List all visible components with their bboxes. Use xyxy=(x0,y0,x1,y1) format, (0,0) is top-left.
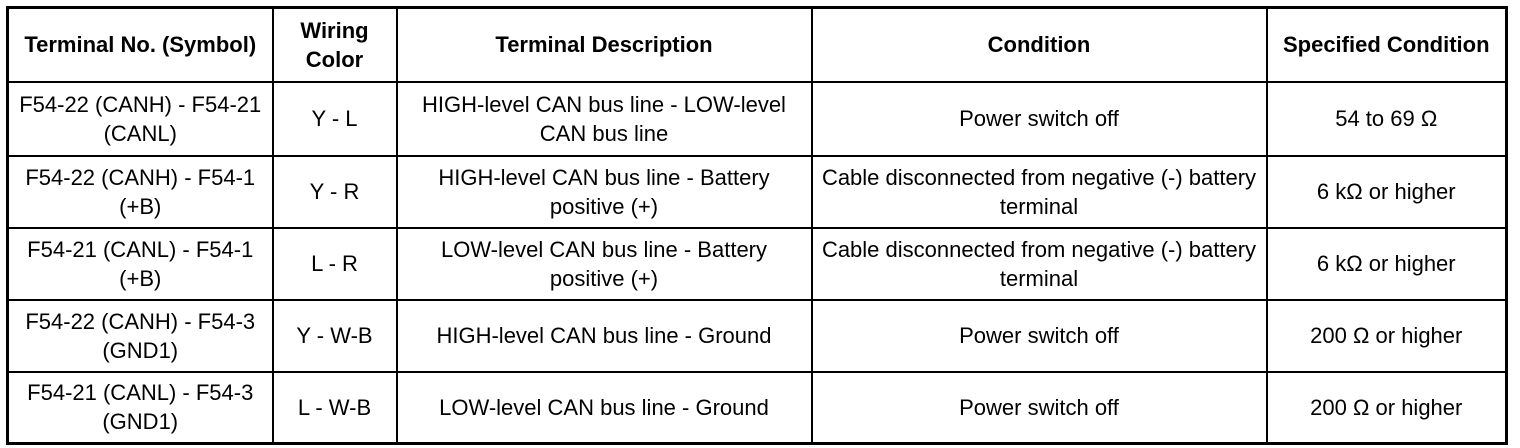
cell-wiring-color: L - W-B xyxy=(273,372,397,444)
cell-condition: Power switch off xyxy=(812,300,1267,372)
terminal-spec-table xyxy=(6,6,1508,445)
cell-wiring-color: Y - W-B xyxy=(273,300,397,372)
table-row xyxy=(8,300,1507,372)
cell-terminal: F54-22 (CANH) - F54-21 (CANL) xyxy=(8,82,273,156)
cell-condition: Cable disconnected from negative (-) battery terminal xyxy=(812,156,1267,228)
cell-description: LOW-level CAN bus line - Battery positive (+) xyxy=(397,228,812,300)
cell-condition: Power switch off xyxy=(812,82,1267,156)
header-condition: Condition xyxy=(812,8,1267,82)
table-row xyxy=(8,372,1507,444)
cell-specified: 6 kΩ or higher xyxy=(1267,156,1507,228)
table-header xyxy=(8,8,1507,82)
cell-condition: Cable disconnected from negative (-) battery terminal xyxy=(812,228,1267,300)
cell-terminal: F54-22 (CANH) - F54-1 (+B) xyxy=(8,156,273,228)
header-row xyxy=(8,8,1507,82)
cell-wiring-color: L - R xyxy=(273,228,397,300)
cell-specified: 6 kΩ or higher xyxy=(1267,228,1507,300)
header-specified-condition: Specified Condition xyxy=(1267,8,1507,82)
table-row xyxy=(8,156,1507,228)
cell-wiring-color: Y - R xyxy=(273,156,397,228)
cell-description: HIGH-level CAN bus line - Ground xyxy=(397,300,812,372)
cell-condition: Power switch off xyxy=(812,372,1267,444)
cell-terminal: F54-21 (CANL) - F54-1 (+B) xyxy=(8,228,273,300)
cell-specified: 200 Ω or higher xyxy=(1267,372,1507,444)
header-wiring-color: Wiring Color xyxy=(273,8,397,82)
table-row xyxy=(8,228,1507,300)
cell-wiring-color: Y - L xyxy=(273,82,397,156)
cell-terminal: F54-22 (CANH) - F54-3 (GND1) xyxy=(8,300,273,372)
header-terminal: Terminal No. (Symbol) xyxy=(8,8,273,82)
table-row xyxy=(8,82,1507,156)
cell-terminal: F54-21 (CANL) - F54-3 (GND1) xyxy=(8,372,273,444)
cell-specified: 200 Ω or higher xyxy=(1267,300,1507,372)
header-terminal-description: Terminal Description xyxy=(397,8,812,82)
cell-description: LOW-level CAN bus line - Ground xyxy=(397,372,812,444)
table-body xyxy=(8,82,1507,444)
cell-specified: 54 to 69 Ω xyxy=(1267,82,1507,156)
cell-description: HIGH-level CAN bus line - LOW-level CAN bus line xyxy=(397,82,812,156)
cell-description: HIGH-level CAN bus line - Battery positive (+) xyxy=(397,156,812,228)
